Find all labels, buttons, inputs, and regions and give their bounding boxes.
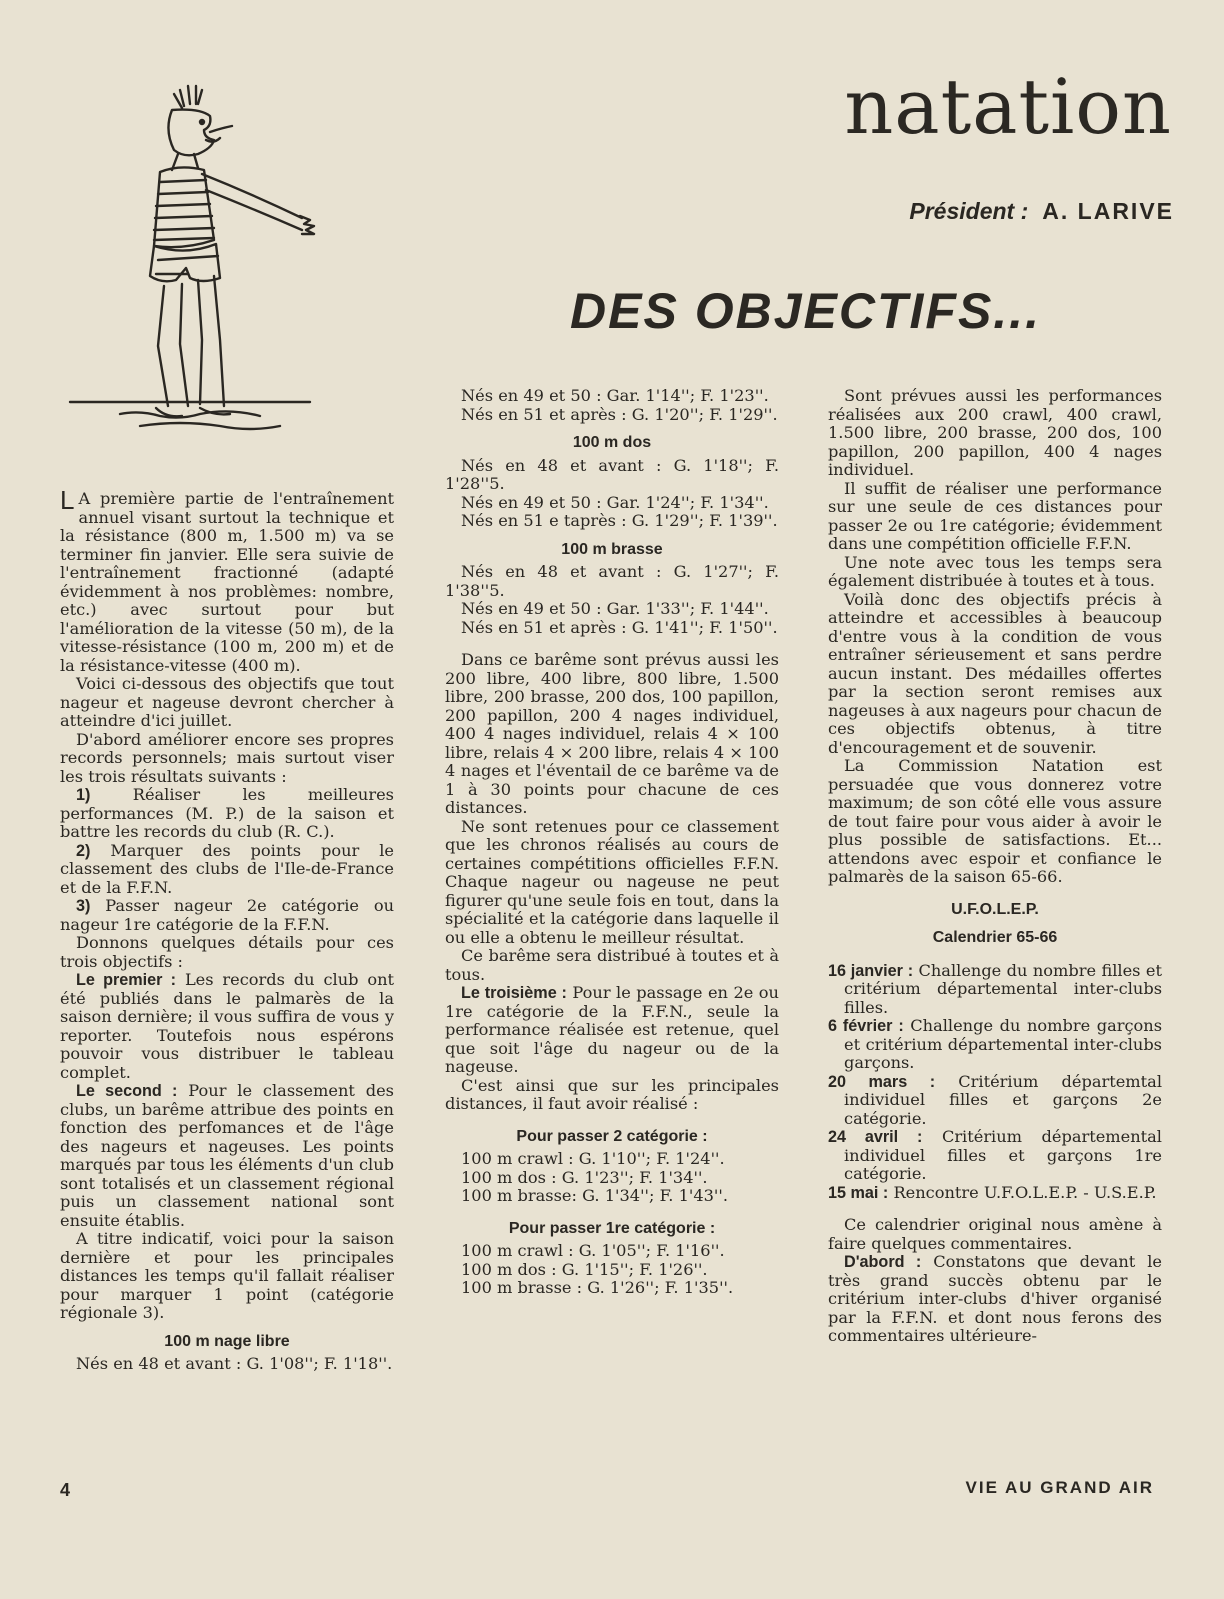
paragraph: A titre indicatif, voici pour la saison dernière et pour les principales distances les temps qu'il fallait réaliser pour marquer 1 point (catégorie régionale 3). [60, 1229, 394, 1322]
intro-text: A première partie de l'entraînement annuel visant surtout la technique et la résistance (800 m, 1.500 m) va se terminer fin janvier. Elle sera suivie de l'entraînement fractionné (adapté évidemment à nos problèmes: nombre, etc.) avec surtout pour but l'amélioration de la vitesse (50 m), de la vitesse-résistance (100 m, 200 m) et de la résistance-vitesse (400 m). [60, 489, 394, 675]
time-line: 100 m crawl : G. 1'05''; F. 1'16''. [461, 1241, 725, 1260]
time-line: 100 m brasse : G. 1'26''; F. 1'35''. [461, 1278, 734, 1297]
time-line: Nés en 49 et 50 : Gar. 1'14''; F. 1'23''. [461, 386, 769, 405]
column-3 [828, 387, 1162, 1346]
paragraph [828, 1253, 1162, 1346]
column-1 [60, 485, 394, 1374]
lead-label: Le troisième : [461, 984, 567, 1002]
time-line: 100 m dos : G. 1'15''; F. 1'26''. [461, 1259, 708, 1279]
objective-text: Marquer des points pour le classement des clubs de l'Ile-de-France et de la F.F.N. [60, 840, 394, 897]
drop-cap: L [60, 485, 75, 515]
headline: DES OBJECTIFS... [570, 283, 1041, 339]
paragraph: La Commission Natation est persuadée que vous donnerez votre maximum; de son côté elle vous assure de tout faire pour vous aider à avoir le plus possible de satisfactions. Et... attendons avec espoir et confiance le palmarès de la saison 65-66. [828, 756, 1162, 886]
subheading: 100 m nage libre [164, 1332, 290, 1350]
subheading: 100 m dos [572, 434, 652, 451]
paragraph: C'est ainsi que sur les principales distances, il faut avoir réalisé : [445, 1075, 779, 1113]
paragraph: Sont prévues aussi les performances réalisées aux 200 crawl, 400 crawl, 1.500 libre, 200 brasse, 200 dos, 100 papillon, 200 papillon, 400 4 nages individuel. [828, 386, 1162, 479]
time-line: Nés en 48 et avant : G. 1'08''; F. 1'18''. [76, 1354, 393, 1373]
page-number: 4 [60, 1480, 71, 1500]
paragraph: D'abord améliorer encore ses propres records personnels; mais surtout viser les trois résultats suivants : [60, 729, 394, 786]
paragraph: Voilà donc des objectifs précis à atteindre et accessibles à beaucoup d'entre vous à la condition de vous entraîner sérieusement et sans perdre aucun instant. Des médailles offertes par la section seront remises aux nageuses à aux nageurs pour chacun de ces objectifs obtenus, à titre d'encouragement et de souvenir. [828, 589, 1162, 757]
president-line [909, 198, 1174, 225]
lead-label: D'abord : [844, 1253, 922, 1271]
time-line: Nés en 49 et 50 : Gar. 1'24''; F. 1'34''. [461, 492, 769, 512]
calendar-text: Challenge du nombre filles et critérium départemental inter-clubs filles. [844, 960, 1162, 1017]
time-line: 100 m crawl : G. 1'10''; F. 1'24''. [461, 1149, 725, 1168]
calendar [828, 962, 1162, 1203]
subheading: Calendrier 65-66 [932, 929, 1058, 946]
lead-text: Constatons que devant le très grand succès obtenu par le critérium inter-clubs d'hiver organisé par la F.F.N. et dont nous ferons des commentaires ultérieure- [828, 1252, 1162, 1345]
time-line: Nés en 51 et après : G. 1'41''; F. 1'50''. [461, 617, 778, 637]
objective-2 [60, 842, 394, 898]
objective-number: 2) [76, 841, 91, 860]
lead-text: Pour le passage en 2e ou 1re catégorie de la F.F.N., seule la performance réalisée est retenue, quel que soit l'âge du nageur ou de la nageuse. [445, 983, 779, 1076]
lead-label: Le second : [76, 1082, 178, 1100]
calendar-date: 20 mars : [828, 1072, 936, 1091]
time-line: Nés en 51 et après : G. 1'20''; F. 1'29''. [461, 404, 778, 424]
calendar-date: 6 février : [828, 1017, 904, 1035]
objective-1 [60, 786, 394, 842]
calendar-item [828, 962, 1162, 1018]
magazine-name: VIE AU GRAND AIR [965, 1478, 1154, 1497]
paragraph [60, 485, 394, 675]
time-line: Nés en 49 et 50 : Gar. 1'33''; F. 1'44''. [461, 599, 769, 618]
time-line: 100 m dos : G. 1'23''; F. 1'34''. [461, 1167, 708, 1187]
objective-text: Réaliser les meilleures performances (M. P.) de la saison et battre les records du club (R. C.). [60, 785, 394, 841]
lead-text: Pour le classement des clubs, un barême attribue des points en fonction des perfomances et de l'âge des nageurs et nageuses. Les points marqués par tous les éléments d'un club sont totalisés et un classement régional puis un classement national sont ensuite établis. [60, 1081, 394, 1230]
subheading: U.F.O.L.E.P. [951, 900, 1039, 918]
paragraph: Une note avec tous les temps sera également distribuée à toutes et à tous. [828, 552, 1162, 590]
paragraph [445, 984, 779, 1077]
calendar-date: 16 janvier : [828, 961, 914, 980]
calendar-item [828, 1017, 1162, 1073]
objective-number: 1) [76, 786, 91, 804]
subheading: Pour passer 2 catégorie : [516, 1127, 708, 1145]
calendar-date: 24 avril : [828, 1128, 923, 1146]
calendar-text: Critérium départemtal individuel filles et garçons 2e catégorie. [844, 1071, 1162, 1128]
paragraph [60, 1082, 394, 1230]
time-line: Nés en 48 et avant : G. 1'27''; F. 1'38''5. [445, 562, 779, 600]
objective-number: 3) [76, 897, 91, 915]
lead-label: Le premier : [76, 971, 177, 989]
paragraph: Ce barême sera distribué à toutes et à tous. [445, 946, 779, 984]
paragraph: Ce calendrier original nous amène à faire quelques commentaires. [828, 1215, 1162, 1253]
time-line: Nés en 51 e taprès : G. 1'29''; F. 1'39''. [461, 511, 778, 530]
objective-text: Passer nageur 2e catégorie ou nageur 1re catégorie de la F.F.N. [60, 896, 394, 934]
paragraph [60, 971, 394, 1082]
time-line: Nés en 48 et avant : G. 1'18''; F. 1'28''5. [445, 455, 779, 493]
calendar-date: 15 mai : [828, 1183, 889, 1202]
subheading: 100 m brasse [561, 540, 663, 558]
calendar-item [828, 1128, 1162, 1184]
calendar-item [828, 1184, 1162, 1203]
time-line: 100 m brasse: G. 1'34''; F. 1'43''. [461, 1186, 728, 1205]
president-name: A. LARIVE [1042, 198, 1174, 224]
calendar-text: Rencontre U.F.O.L.E.P. - U.S.E.P. [893, 1182, 1157, 1202]
section-title: natation [844, 62, 1172, 151]
paragraph: Ne sont retenues pour ce classement que les chronos réalisés au cours de certaines compétitions officielles F.F.N. Chaque nageur ou nageuse ne peut figurer qu'une seule fois en tout, dans la spécialité et la catégorie dans laquelle il ou elle a obtenu le meilleur résultat. [445, 816, 779, 947]
subheading: Pour passer 1re catégorie : [508, 1219, 716, 1237]
column-2 [445, 387, 779, 1298]
president-label: Président : [909, 198, 1029, 224]
calendar-item [828, 1073, 1162, 1129]
calendar-text: Challenge du nombre garçons et critérium départemental inter-clubs garçons. [844, 1016, 1162, 1072]
swimmer-drawing-icon [60, 80, 330, 460]
paragraph: Donnons quelques détails pour ces trois objectifs : [60, 933, 394, 971]
paragraph: Il suffit de réaliser une performance sur une seule de ces distances pour passer 2e ou 1re catégorie; évidemment dans une compétition officielle F.F.N. [828, 478, 1162, 553]
lead-text: Les records du club ont été publiés dans le palmarès de la saison dernière; il vous suffira de vous y reporter. Toutefois nous espérons pouvoir vous distribuer le tableau complet. [60, 970, 394, 1082]
paragraph: Voici ci-dessous des objectifs que tout nageur et nageuse devront chercher à atteindre d'ici juillet. [60, 674, 394, 730]
objective-3 [60, 897, 394, 934]
paragraph: Dans ce barême sont prévus aussi les 200 libre, 400 libre, 800 libre, 1.500 libre, 200 brasse, 200 dos, 100 papillon, 200 papillon, 200 4 nages individuel, 400 4 nages individuel, relais 4 × 100 libre, relais 4 × 200 libre, relais 4 × 100 4 nages et l'éventail de ce barême va de 1 à 30 points pour chacune de ces distances. [445, 650, 779, 817]
calendar-text: Critérium départemental individuel filles et garçons 1re catégorie. [844, 1127, 1162, 1183]
